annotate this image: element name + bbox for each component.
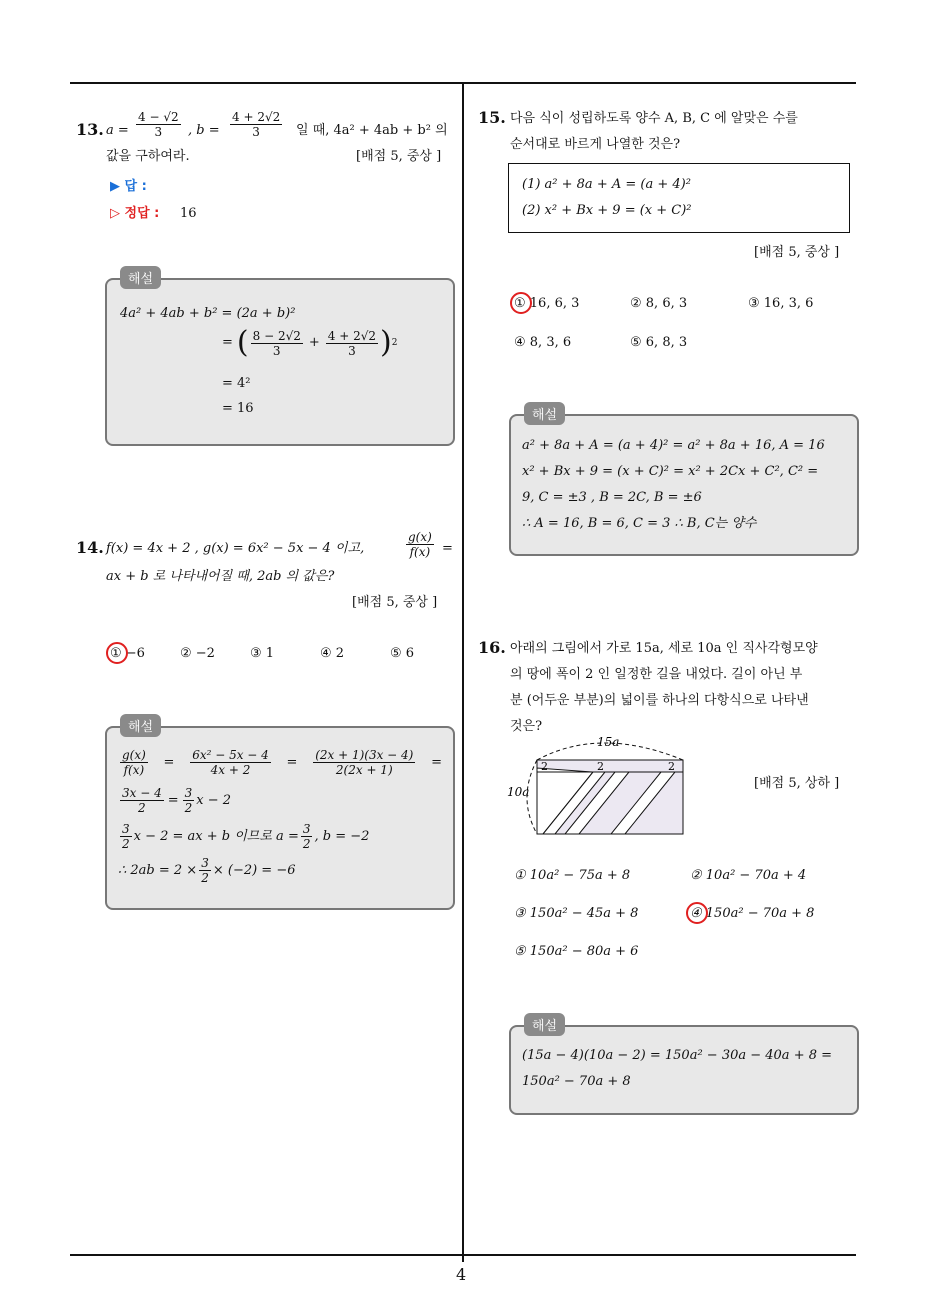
q13-frac-a-num: 4 − √2 <box>138 110 179 124</box>
q16-figure <box>505 732 695 842</box>
q14-sol-f5c-num: 3 <box>302 822 311 836</box>
q15-solution-box <box>509 414 859 556</box>
q13-sol-frac-a-den: 3 <box>272 343 281 358</box>
q14-meta: [배점 5, 중상 ] <box>352 595 438 610</box>
q16-sol-line1: (15a − 4)(10a − 2) = 150a² − 30a − 40a + 8 = <box>522 1048 833 1063</box>
q15-choice-3[interactable]: ③ 16, 3, 6 <box>748 296 814 311</box>
q15-box-line2: (2) x² + Bx + 9 = (x + C)² <box>522 203 692 218</box>
q13-solution-tag: 해설 <box>120 266 161 289</box>
q15-box-line1: (1) a² + 8a + A = (a + 4)² <box>522 177 691 192</box>
page-number: 4 <box>456 1265 467 1284</box>
q14-choice-2[interactable]: ② −2 <box>180 646 215 661</box>
q14-sol-line3 <box>118 822 369 851</box>
q16-line4: 것은? <box>510 719 543 734</box>
q13-meta: [배점 5, 중상 ] <box>356 149 442 164</box>
column-divider <box>462 82 464 1262</box>
q13-frac-b <box>230 110 282 139</box>
q16-gap-label-2: 2 <box>597 760 604 773</box>
q16-choice-3[interactable]: ③ 150a² − 45a + 8 <box>514 906 639 921</box>
q14-sol-f4-den: 2 <box>138 801 146 815</box>
q14-sol-line4 <box>118 856 296 885</box>
q14-choice-3[interactable]: ③ 1 <box>250 646 275 661</box>
q16-choice-1[interactable]: ① 10a² − 75a + 8 <box>514 868 631 883</box>
q14-line1: f(x) = 4x + 2 , g(x) = 6x² − 5x − 4 이고, <box>106 541 365 556</box>
q13-frac-b-den: 3 <box>252 125 260 139</box>
q14-choice-5[interactable]: ⑤ 6 <box>390 646 415 661</box>
q14-sol-f5b-num: 3 <box>122 822 130 836</box>
q16-height-label: 10a <box>507 785 530 799</box>
q14-sol-f2-num: 6x² − 5x − 4 <box>192 748 269 762</box>
q13-sol-line2: = ( $\frac{8 - 2√2}{3}$ + $\frac{4 + 2√2}{3}$ ) 2 <box>222 325 398 360</box>
bottom-rule <box>70 1254 856 1256</box>
q13-sol-frac-b-den: 3 <box>348 343 356 358</box>
q14-sol-f3-den: 2(2x + 1) <box>335 763 393 777</box>
q16-line1: 아래의 그림에서 가로 15a, 세로 10a 인 직사각형모양 <box>510 641 818 656</box>
q14-line2: ax + b 로 나타내어질 때, 2ab 의 값은? <box>106 569 335 584</box>
q13-sol-frac-b-num: 4 + 2√2 <box>327 328 376 343</box>
q15-sol-line3: 9, C = ±3 , B = 2C, B = ±6 <box>522 490 702 505</box>
q16-number: 16. <box>478 638 506 657</box>
q14-choice-4[interactable]: ④ 2 <box>320 646 345 661</box>
q14-sol-line1: $\frac{g(x)}{f(x)}$ = $\frac{\text{6x² − 5x − 4}}{4x + 2}$ = $\frac{(2x + 1)(3x - 4)}{2(2x + 1)}$ = <box>122 748 442 777</box>
q16-line2: 의 땅에 폭이 2 인 일정한 길을 내었다. 길이 아닌 부 <box>510 667 803 682</box>
q13-number: 13. <box>76 120 104 139</box>
q15-sol-line2: x² + Bx + 9 = (x + C)² = x² + 2Cx + C², C² = <box>522 464 819 479</box>
q13-frac-a <box>136 110 181 139</box>
q14-frac <box>406 530 434 559</box>
q14-sol-f5-den: 2 <box>184 801 193 815</box>
q15-solution-tag: 해설 <box>524 402 565 425</box>
q13-sol-line1: 4a² + 4ab + b² = (2a + b)² <box>120 306 296 321</box>
q13-sol-line4: = 16 <box>222 401 254 416</box>
q15-number: 15. <box>478 108 506 127</box>
q16-choice-5[interactable]: ⑤ 150a² − 80a + 6 <box>514 944 639 959</box>
q14-sol-line2: $\frac{3x - 4}{2}$ = $\frac{3}{2}$ x − 2 <box>122 786 232 815</box>
q16-gap-label-1: 2 <box>541 760 548 773</box>
q14-selected-mark <box>106 642 128 664</box>
q16-gap-label-3: 2 <box>668 760 675 773</box>
q16-meta: [배점 5, 상하 ] <box>754 776 840 791</box>
q13-solution-box <box>105 278 455 446</box>
q13-sol-frac-a-num: 8 − 2√2 <box>252 328 301 343</box>
q14-number: 14. <box>76 538 104 557</box>
q16-selected-mark <box>686 902 708 924</box>
q15-meta: [배점 5, 중상 ] <box>754 245 840 260</box>
q16-choice-4[interactable]: ④ 150a² − 70a + 8 <box>690 906 815 921</box>
q15-line2: 순서대로 바르게 나열한 것은? <box>510 137 681 152</box>
q16-line3: 분 (어두운 부분)의 넓이를 하나의 다항식으로 나타낸 <box>510 693 809 708</box>
q14-sol-f5c-den: 2 <box>302 837 311 851</box>
q14-sol-line2-tail: x − 2 <box>196 792 232 808</box>
q14-sol-f2-den: 4x + 2 <box>210 763 251 777</box>
q14-sol-f5d-num: 3 <box>201 856 209 870</box>
q15-condition-box <box>508 163 850 233</box>
q13-b-eq: , b = <box>188 123 220 138</box>
q13-line1-tail: 일 때, 4a² + 4ab + b² 의 <box>296 123 448 138</box>
q16-solution-tag: 해설 <box>524 1013 565 1036</box>
q15-choice-1[interactable]: ① 16, 6, 3 <box>514 296 580 311</box>
q14-line1-end: = <box>442 541 453 556</box>
q15-selected-mark <box>510 292 532 314</box>
q14-sol-line3-mid: x − 2 = ax + b 이므로 a = <box>133 828 299 844</box>
q14-choice-1[interactable]: ① −6 <box>110 646 145 661</box>
q14-sol-line4-tail: × (−2) = −6 <box>212 862 296 878</box>
q14-sol-f5b-den: 2 <box>122 837 130 851</box>
q14-sol-f3-num: (2x + 1)(3x − 4) <box>315 748 414 762</box>
q15-sol-line4: ∴ A = 16, B = 6, C = 3 ∴ B, C는 양수 <box>522 516 757 531</box>
q14-sol-f1-num: g(x) <box>122 748 146 762</box>
q14-solution-tag: 해설 <box>120 714 161 737</box>
q16-width-label: 15a <box>597 735 620 749</box>
q13-correct-label: ▷ 정답 : <box>110 206 160 221</box>
q13-line2: 값을 구하여라. <box>106 149 190 164</box>
q14-sol-f5-num: 3 <box>184 786 193 800</box>
q16-solution-box <box>509 1025 859 1115</box>
q13-sol-line3: = 4² <box>222 376 251 391</box>
q14-frac-den: f(x) <box>409 545 431 559</box>
q16-choice-2[interactable]: ② 10a² − 70a + 4 <box>690 868 807 883</box>
q15-choice-5[interactable]: ⑤ 6, 8, 3 <box>630 335 688 350</box>
q14-sol-f5d-den: 2 <box>201 871 209 885</box>
q14-sol-f1-den: f(x) <box>123 763 145 777</box>
q15-choice-2[interactable]: ② 8, 6, 3 <box>630 296 688 311</box>
q15-line1: 다음 식이 성립하도록 양수 A, B, C 에 알맞은 수를 <box>510 111 798 126</box>
q14-sol-line3-end: , b = −2 <box>314 828 370 844</box>
q14-sol-f4-num: 3x − 4 <box>122 786 162 800</box>
q13-answer-label: ▶ 답 : <box>110 179 147 194</box>
q15-choice-4[interactable]: ④ 8, 3, 6 <box>514 335 572 350</box>
q14-frac-num: g(x) <box>408 530 432 544</box>
q15-sol-line1: a² + 8a + A = (a + 4)² = a² + 8a + 16, A = 16 <box>522 438 825 453</box>
q13-a-eq: a = <box>106 123 129 138</box>
q13-frac-b-num: 4 + 2√2 <box>232 110 281 124</box>
q13-correct-value: 16 <box>180 206 197 221</box>
q16-sol-line2: 150a² − 70a + 8 <box>522 1074 631 1089</box>
q14-sol-line4-head: ∴ 2ab = 2 × <box>118 862 198 878</box>
q13-frac-a-den: 3 <box>154 125 163 139</box>
